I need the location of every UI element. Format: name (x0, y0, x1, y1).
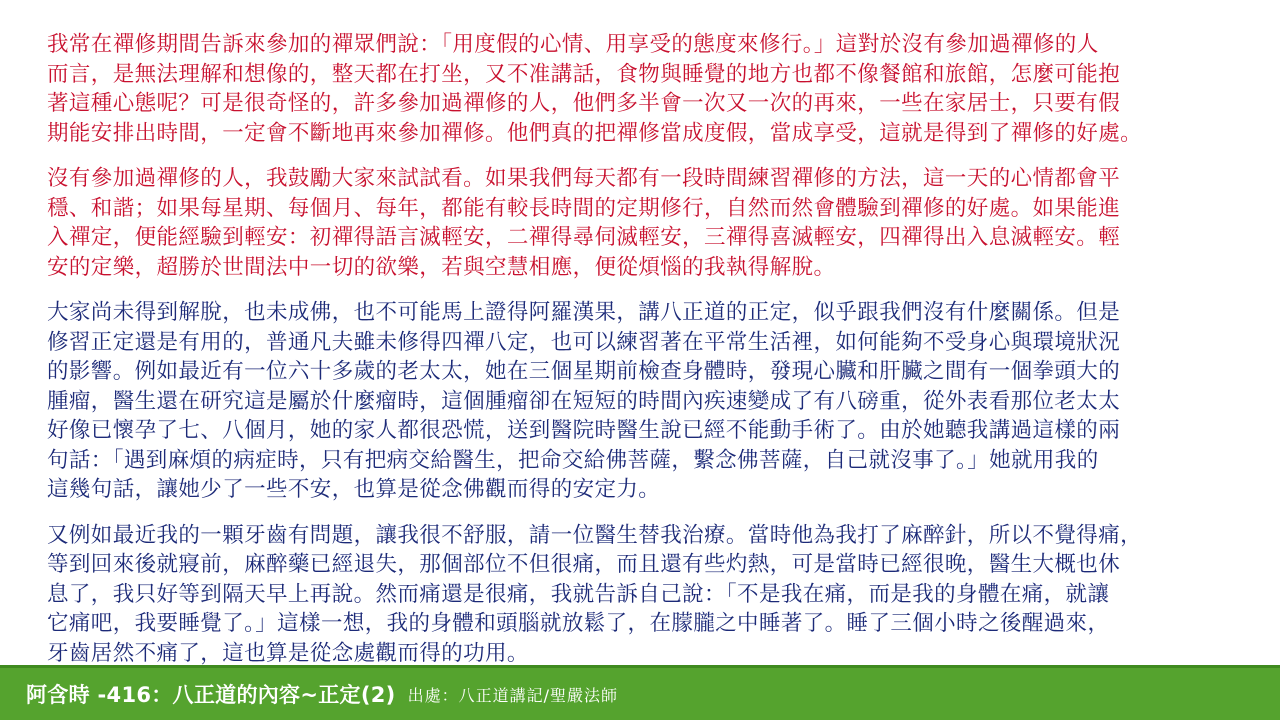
footer-source: 出處：八正道講記/聖嚴法師 (407, 685, 618, 705)
footer-bar (0, 665, 1280, 720)
paragraph-1: 我常在禪修期間告訴來參加的禪眾們說：「用度假的心情、用享受的態度來修行。」這對於沒有參加過禪修的人 而言，是無法理解和想像的，整天都在打坐，又不准講話，食物與睡覺的地方也都不像餐館和旅館，怎麼可能抱 著這種心態呢？可是很奇怪的，許多參加過禪修的人，他們多半會一次又一次的再來，一些在家居士，只要有假 期能安排出時間，一定會不斷地再來參加禪修。他們真的把禪修當成度假，當成享受，這就是得到了禪修的好處。 (47, 32, 1143, 146)
paragraph-3: 大家尚未得到解脫，也未成佛，也不可能馬上證得阿羅漢果，講八正道的正定，似乎跟我們沒有什麼關係。但是 修習正定還是有用的，普通凡夫雖未修得四禪八定，也可以練習著在平常生活裡，如何能夠不受身心與環境狀況 的影響。例如最近有一位六十多歲的老太太，她在三個星期前檢查身體時，發現心臟和肝臟之間有一個拳頭大的 腫瘤，醫生還在研究這是屬於什麼瘤時，這個腫瘤卻在短短的時間內疾速變成了有八磅重，從外表看那位老太太 好像已懷孕了七、八個月，她的家人都很恐慌，送到醫院時醫生說已經不能動手術了。由於她聽我講過這樣的兩 句話：「遇到麻煩的病症時，只有把病交給醫生，把命交給佛菩薩，繫念佛菩薩，自己就沒事了。」她就用我的 這幾句話，讓她少了一些不安，也算是從念佛觀而得的安定力。 (47, 300, 1121, 502)
paragraph-2: 沒有參加過禪修的人，我鼓勵大家來試試看。如果我們每天都有一段時間練習禪修的方法，這一天的心情都會平 穩、和諧；如果每星期、每個月、每年，都能有較長時間的定期修行，自然而然會體驗到禪修的好處。如果能進 入禪定，便能經驗到輕安：初禪得語言滅輕安，二禪得尋伺滅輕安，三禪得喜滅輕安，四禪得出入息滅輕安。輕 安的定樂，超勝於世間法中一切的欲樂，若與空慧相應，便從煩惱的我執得解脫。 (47, 166, 1121, 280)
article-body (47, 30, 1237, 684)
footer-title: 阿含時 -416：八正道的內容~正定(2) (26, 683, 396, 707)
paragraph-4: 又例如最近我的一顆牙齒有問題，讓我很不舒服，請一位醫生替我治療。當時他為我打了麻醉針，所以不覺得痛， 等到回來後就寢前，麻醉藥已經退失，那個部位不但很痛，而且還有些灼熱，可是當時已經很晚，醫生大概也休 息了，我只好等到隔天早上再說。然而痛還是很痛，我就告訴自己說：「不是我在痛，而是我的身體在痛，就讓 它痛吧，我要睡覺了。」這樣一想，我的身體和頭腦就放鬆了，在朦朧之中睡著了。睡了三個小時之後醒過來， 牙齒居然不痛了，這也算是從念處觀而得的功用。 (47, 522, 1143, 666)
